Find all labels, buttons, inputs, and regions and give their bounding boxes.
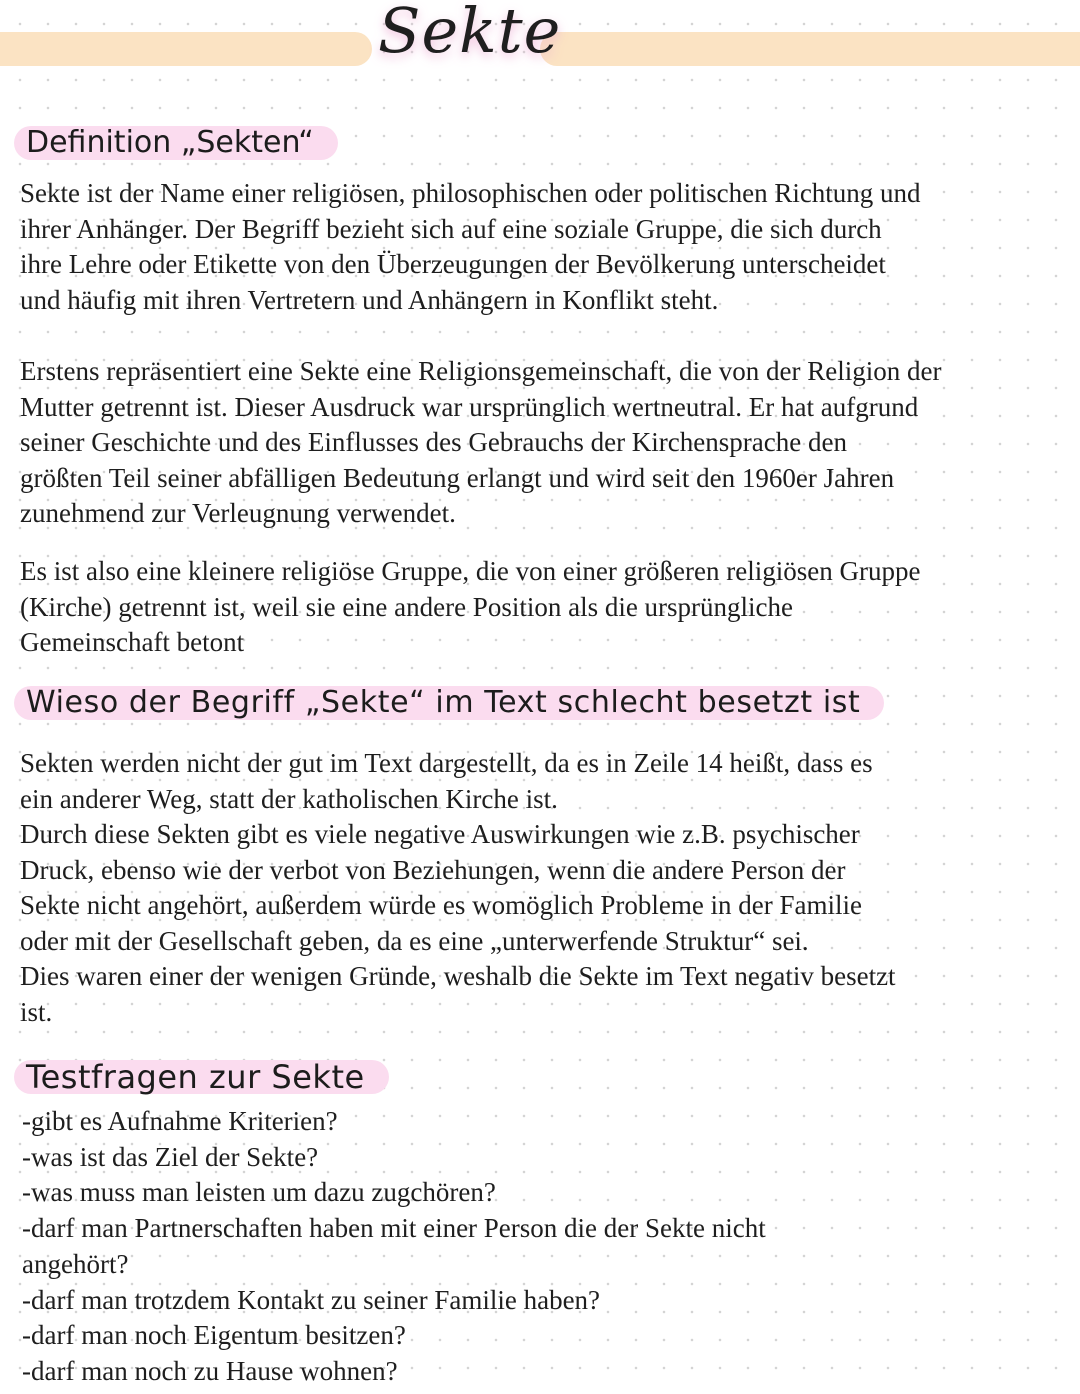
question-item: -was muss man leisten um dazu zugchören? xyxy=(22,1177,496,1208)
title-band-right xyxy=(540,32,1080,66)
negative-connotation-paragraph: Sekten werden nicht der gut im Text dargestellt, da es in Zeile 14 heißt, dass es ein anderer Weg, statt der katholischen Kirche ist. Durch diese Sekten gibt es viele negative Auswirkungen wie z.B. psychischer Druck, ebenso wie der verbot von Beziehungen, wenn die andere Person der Sekte nicht angehört, außerdem würde es womöglich Probleme in der Familie oder mit der Gesellschaft geben, da es eine „unterwerfende Struktur“ sei. Dies waren einer der wenigen Gründe, weshalb die Sekte im Text negativ besetzt ist. xyxy=(20,748,896,1027)
question-item: -darf man noch Eigentum besitzen? xyxy=(22,1320,406,1351)
heading-testfragen: Testfragen zur Sekte xyxy=(14,1060,389,1094)
title-band-left xyxy=(0,32,372,66)
question-list xyxy=(22,1104,1072,1390)
heading-definition: Definition „Sekten“ xyxy=(14,126,338,160)
question-item: -gibt es Aufnahme Kriterien? xyxy=(22,1106,338,1136)
question-item: -was ist das Ziel der Sekte? xyxy=(22,1141,319,1172)
question-item: -darf man Partnerschaften haben mit einer Person die der Sekte nicht angehört? xyxy=(22,1213,766,1279)
definition-paragraph-1: Sekte ist der Name einer religiösen, philosophischen oder politischen Richtung und ihrer Anhänger. Der Begriff bezieht sich auf eine soziale Gruppe, die sich durch ihre Lehre oder Etikette von den Überzeugungen der Bevölkerung unterscheidet und häufig mit ihren Vertretern und Anhängern in Konflikt steht. xyxy=(20,178,921,315)
definition-paragraph-2: Erstens repräsentiert eine Sekte eine Religionsgemeinschaft, die von der Religion der Mutter getrennt ist. Dieser Ausdruck war ursprünglich wertneutral. Er hat aufgrund seiner Geschichte und des Einflusses des Gebrauchs der Kirchensprache den größten Teil seiner abfälligen Bedeutung erlangt und wird seit den 1960er Jahren zunehmend zur Verleugnung verwendet. xyxy=(20,356,942,528)
definition-paragraph-3: Es ist also eine kleinere religiöse Gruppe, die von einer größeren religiösen Gruppe (Kirche) getrennt ist, weil sie eine andere Position als die ursprüngliche Gemeinschaft betont xyxy=(20,556,921,657)
heading-negative-connotation: Wieso der Begriff „Sekte“ im Text schlecht besetzt ist xyxy=(14,686,884,720)
page-title: Sekte xyxy=(378,0,562,67)
question-item: -darf man trotzdem Kontakt zu seiner Familie haben? xyxy=(22,1284,601,1315)
question-item: -darf man noch zu Hause wohnen? xyxy=(22,1355,398,1386)
